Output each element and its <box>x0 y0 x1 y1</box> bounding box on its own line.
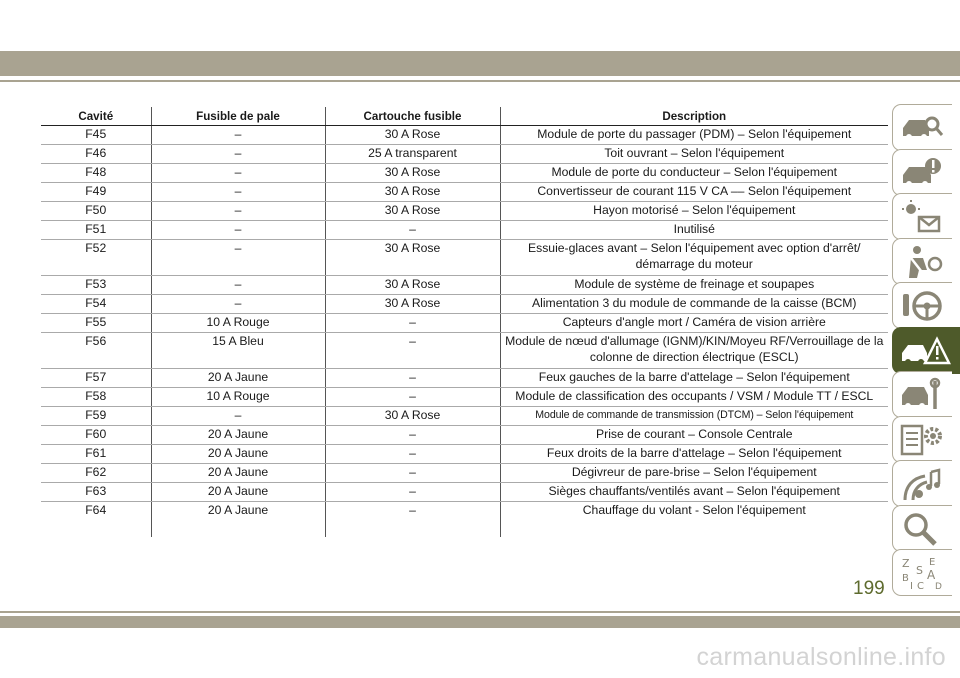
watermark: carmanualsonline.info <box>696 643 946 671</box>
table-row <box>41 333 888 369</box>
table-row <box>41 426 888 445</box>
cell-description: Toit ouvrant – Selon l'équipement <box>500 145 888 164</box>
table-row <box>41 407 888 426</box>
cell-description: Chauffage du volant - Selon l'équipement <box>500 502 888 538</box>
table-row <box>41 164 888 183</box>
svg-text:C: C <box>917 581 924 591</box>
cell-description: Dégivreur de pare-brise – Selon l'équipement <box>500 464 888 483</box>
cell-fusible-de-pale: – <box>151 407 325 426</box>
cell-description: Alimentation 3 du module de commande de la caisse (BCM) <box>500 295 888 314</box>
chapter-tab-7[interactable] <box>892 371 952 418</box>
cell-description: Prise de courant – Console Centrale <box>500 426 888 445</box>
cell-fusible-de-pale: 20 A Jaune <box>151 445 325 464</box>
cell-cartouche-fusible: 30 A Rose <box>325 164 500 183</box>
chapter-tab-6[interactable] <box>892 327 960 374</box>
cell-cavite: F58 <box>41 388 151 407</box>
cell-cartouche-fusible: 25 A transparent <box>325 145 500 164</box>
cell-fusible-de-pale: – <box>151 221 325 240</box>
cell-fusible-de-pale: – <box>151 164 325 183</box>
cell-cavite: F51 <box>41 221 151 240</box>
cell-fusible-de-pale: 20 A Jaune <box>151 464 325 483</box>
cell-description: Essuie-glaces avant – Selon l'équipement avec option d'arrêt/ démarrage du moteur <box>500 240 888 276</box>
table-row <box>41 221 888 240</box>
cell-fusible-de-pale: 10 A Rouge <box>151 314 325 333</box>
cell-description: Module de porte du passager (PDM) – Selon l'équipement <box>500 126 888 145</box>
table-row <box>41 445 888 464</box>
cell-fusible-de-pale: – <box>151 240 325 276</box>
svg-text:E: E <box>929 557 936 568</box>
chapter-tab-9[interactable] <box>892 460 952 507</box>
cell-description: Hayon motorisé – Selon l'équipement <box>500 202 888 221</box>
fuse-table <box>41 107 888 537</box>
cell-cavite: F62 <box>41 464 151 483</box>
cell-cartouche-fusible: – <box>325 221 500 240</box>
cell-fusible-de-pale: – <box>151 126 325 145</box>
cell-description: Capteurs d'angle mort / Caméra de vision arrière <box>500 314 888 333</box>
svg-text:Z: Z <box>902 557 910 570</box>
cell-cartouche-fusible: – <box>325 464 500 483</box>
header-cavite: Cavité <box>41 107 151 126</box>
table-row <box>41 202 888 221</box>
cell-fusible-de-pale: 20 A Jaune <box>151 369 325 388</box>
cell-description: Inutilisé <box>500 221 888 240</box>
cell-fusible-de-pale: – <box>151 183 325 202</box>
table-row <box>41 183 888 202</box>
header-description: Description <box>500 107 888 126</box>
cell-cartouche-fusible: 30 A Rose <box>325 276 500 295</box>
header-band <box>0 51 960 76</box>
cell-cavite: F59 <box>41 407 151 426</box>
cell-cartouche-fusible: – <box>325 388 500 407</box>
table-row <box>41 126 888 145</box>
svg-text:B: B <box>902 573 909 584</box>
table-row <box>41 276 888 295</box>
header-cartouche-fusible: Cartouche fusible <box>325 107 500 126</box>
chapter-tab-5[interactable] <box>892 282 952 329</box>
cell-cartouche-fusible: 30 A Rose <box>325 240 500 276</box>
chapter-tab-10[interactable] <box>892 505 952 552</box>
cell-description: Sièges chauffants/ventilés avant – Selon l'équipement <box>500 483 888 502</box>
table-row <box>41 483 888 502</box>
cell-description: Feux droits de la barre d'attelage – Selon l'équipement <box>500 445 888 464</box>
cell-cartouche-fusible: – <box>325 314 500 333</box>
table-row <box>41 502 888 538</box>
table-row <box>41 464 888 483</box>
fuse-table-header <box>41 107 888 126</box>
cell-cartouche-fusible: 30 A Rose <box>325 126 500 145</box>
cell-cartouche-fusible: – <box>325 502 500 538</box>
cell-cartouche-fusible: – <box>325 333 500 369</box>
cell-cavite: F55 <box>41 314 151 333</box>
cell-cavite: F50 <box>41 202 151 221</box>
cell-cavite: F63 <box>41 483 151 502</box>
chapter-tab-3[interactable] <box>892 193 952 240</box>
chapter-tab-8[interactable] <box>892 416 952 463</box>
cell-cavite: F64 <box>85 503 107 517</box>
header-band-line <box>0 80 960 82</box>
cell-description: Module de nœud d'allumage (IGNM)/KIN/Moyeu RF/Verrouillage de la colonne de direction électrique (ESCL) <box>500 333 888 369</box>
cell-cartouche-fusible: 30 A Rose <box>325 183 500 202</box>
cell-description: Module de système de freinage et soupapes <box>500 276 888 295</box>
table-row <box>41 145 888 164</box>
cell-cartouche-fusible: 30 A Rose <box>325 295 500 314</box>
table-row <box>41 295 888 314</box>
cell-fusible-de-pale: 20 A Jaune <box>151 426 325 445</box>
cell-fusible-de-pale: 10 A Rouge <box>151 388 325 407</box>
table-row <box>41 388 888 407</box>
cell-cavite: F56 <box>41 333 151 369</box>
cell-cartouche-fusible: 30 A Rose <box>325 202 500 221</box>
chapter-tab-1[interactable] <box>892 104 952 151</box>
cell-cartouche-fusible: – <box>325 483 500 502</box>
cell-cartouche-fusible: 30 A Rose <box>325 407 500 426</box>
page-number: 199 <box>853 578 885 599</box>
cell-fusible-de-pale: – <box>151 145 325 164</box>
cell-cavite: F46 <box>41 145 151 164</box>
cell-fusible-de-pale: – <box>151 295 325 314</box>
fuse-table-body <box>41 126 888 538</box>
svg-text:D: D <box>935 582 942 591</box>
cell-description: Module de classification des occupants / VSM / Module TT / ESCL <box>500 388 888 407</box>
cell-cartouche-fusible: – <box>325 445 500 464</box>
cell-cavite: F52 <box>41 240 151 276</box>
svg-text:S: S <box>916 564 923 577</box>
cell-fusible-de-pale: 20 A Jaune <box>151 502 325 538</box>
cell-description: Convertisseur de courant 115 V CA –– Selon l'équipement <box>500 183 888 202</box>
footer-band-line <box>0 611 960 613</box>
cell-cavite: F60 <box>41 426 151 445</box>
cell-description: Feux gauches de la barre d'attelage – Selon l'équipement <box>500 369 888 388</box>
svg-text:A: A <box>927 568 936 582</box>
table-row <box>41 369 888 388</box>
svg-text:I: I <box>910 581 913 591</box>
cell-cavite: F54 <box>41 295 151 314</box>
table-row <box>41 240 888 276</box>
cell-cartouche-fusible: – <box>325 426 500 445</box>
cell-fusible-de-pale: – <box>151 276 325 295</box>
cell-description: Module de commande de transmission (DTCM) – Selon l'équipement <box>500 407 888 426</box>
cell-cavite: F61 <box>41 445 151 464</box>
cell-cavite: F48 <box>41 164 151 183</box>
footer-band <box>0 616 960 628</box>
cell-cavite: F53 <box>41 276 151 295</box>
cell-fusible-de-pale: 15 A Bleu <box>151 333 325 369</box>
cell-fusible-de-pale: – <box>151 202 325 221</box>
chapter-tab-2[interactable] <box>892 149 952 196</box>
cell-cavite: F49 <box>41 183 151 202</box>
header-fusible-de-pale: Fusible de pale <box>151 107 325 126</box>
cell-cartouche-fusible: – <box>325 369 500 388</box>
cell-fusible-de-pale: 20 A Jaune <box>151 483 325 502</box>
cell-cavite: F45 <box>41 126 151 145</box>
table-row <box>41 314 888 333</box>
cell-cavite: F57 <box>41 369 151 388</box>
cell-description: Module de porte du conducteur – Selon l'équipement <box>500 164 888 183</box>
chapter-tab-4[interactable] <box>892 238 952 285</box>
chapter-tab-11[interactable] <box>892 549 952 596</box>
